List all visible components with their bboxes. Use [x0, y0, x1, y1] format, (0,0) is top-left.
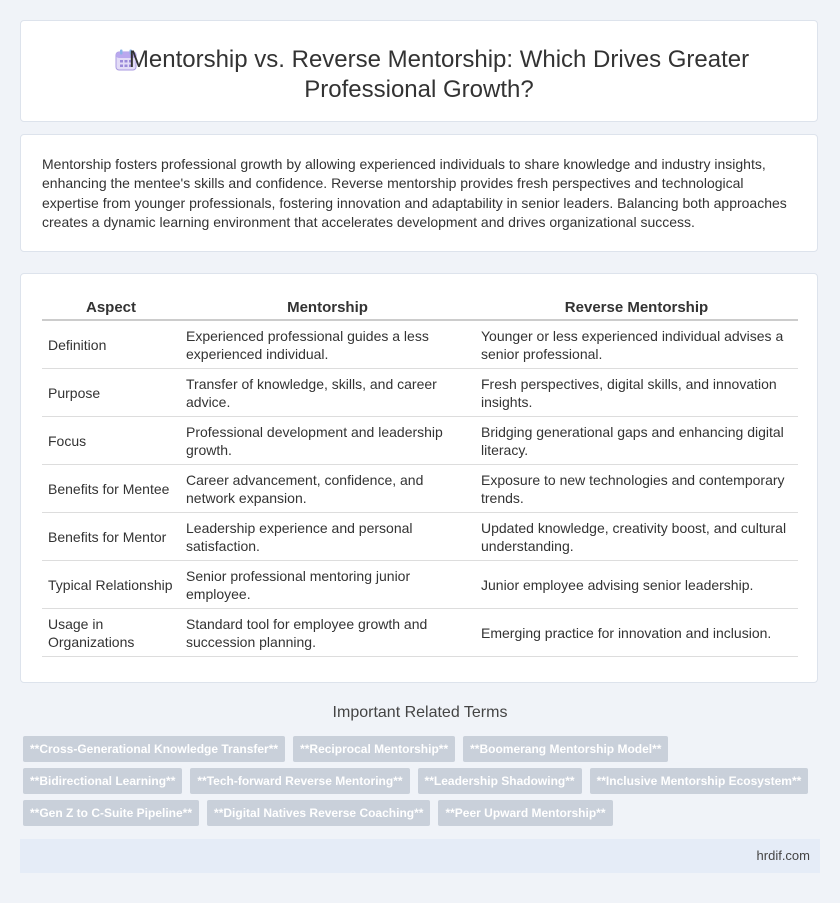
table-cell-mentorship: Standard tool for employee growth and succession planning. — [180, 609, 475, 657]
related-term-tag[interactable]: **Digital Natives Reverse Coaching** — [207, 800, 430, 826]
comparison-table-card — [20, 273, 818, 683]
table-cell-mentorship: Senior professional mentoring junior employee. — [180, 561, 475, 609]
related-terms-tags — [23, 736, 813, 826]
footer-site-link[interactable]: hrdif.com — [756, 848, 810, 863]
header-mentorship: Mentorship — [180, 294, 475, 321]
page-title-line1: Mentorship vs. Reverse Mentorship: Which Drives Greater — [128, 46, 750, 73]
table-cell-mentorship: Professional development and leadership growth. — [180, 417, 475, 465]
related-term-tag[interactable]: **Boomerang Mentorship Model** — [463, 736, 668, 762]
table-cell-aspect: Purpose — [42, 369, 180, 417]
table-cell-reverse: Bridging generational gaps and enhancing digital literacy. — [475, 417, 798, 465]
related-term-tag[interactable]: **Cross-Generational Knowledge Transfer** — [23, 736, 285, 762]
related-term-tag[interactable]: **Leadership Shadowing** — [418, 768, 582, 794]
related-term-tag[interactable]: **Gen Z to C-Suite Pipeline** — [23, 800, 199, 826]
comparison-table — [42, 294, 798, 657]
related-terms-heading: Important Related Terms — [332, 704, 508, 721]
header-reverse-mentorship: Reverse Mentorship — [475, 294, 798, 321]
related-term-tag[interactable]: **Bidirectional Learning** — [23, 768, 182, 794]
related-term-tag[interactable]: **Reciprocal Mentorship** — [293, 736, 455, 762]
table-row — [42, 609, 798, 657]
title-card — [20, 20, 818, 122]
table-cell-reverse: Updated knowledge, creativity boost, and cultural understanding. — [475, 513, 798, 561]
footer — [20, 839, 820, 873]
table-row — [42, 561, 798, 609]
table-cell-reverse: Emerging practice for innovation and inclusion. — [475, 609, 798, 657]
table-cell-mentorship: Experienced professional guides a less experienced individual. — [180, 321, 475, 369]
intro-card — [20, 134, 818, 252]
table-cell-aspect: Benefits for Mentor — [42, 513, 180, 561]
table-cell-aspect: Definition — [42, 321, 180, 369]
page-title-line2: Professional Growth? — [304, 76, 534, 103]
table-cell-aspect: Focus — [42, 417, 180, 465]
table-cell-mentorship: Transfer of knowledge, skills, and career advice. — [180, 369, 475, 417]
table-cell-reverse: Junior employee advising senior leadership. — [475, 561, 798, 609]
table-cell-reverse: Younger or less experienced individual advises a senior professional. — [475, 321, 798, 369]
related-term-tag[interactable]: **Inclusive Mentorship Ecosystem** — [590, 768, 809, 794]
table-cell-reverse: Exposure to new technologies and contemporary trends. — [475, 465, 798, 513]
table-header-row — [42, 294, 798, 321]
table-row — [42, 465, 798, 513]
related-term-tag[interactable]: **Tech-forward Reverse Mentoring** — [190, 768, 409, 794]
table-cell-aspect: Usage in Organizations — [42, 609, 180, 657]
table-cell-aspect: Typical Relationship — [42, 561, 180, 609]
table-row — [42, 417, 798, 465]
intro-paragraph: Mentorship fosters professional growth by allowing experienced individuals to share knowledge and industry insights, enhancing the mentee's skills and confidence. Reverse mentorship provides fresh perspectives and technological expertise from younger professionals, fostering innovation and adaptability in senior leaders. Balancing both approaches creates a dynamic learning environment that accelerates development and drives organizational success. — [42, 156, 787, 231]
table-row — [42, 321, 798, 369]
related-term-tag[interactable]: **Peer Upward Mentorship** — [438, 800, 612, 826]
header-aspect: Aspect — [42, 294, 180, 321]
table-cell-aspect: Benefits for Mentee — [42, 465, 180, 513]
table-cell-mentorship: Career advancement, confidence, and network expansion. — [180, 465, 475, 513]
table-row — [42, 369, 798, 417]
table-row — [42, 513, 798, 561]
table-cell-mentorship: Leadership experience and personal satisfaction. — [180, 513, 475, 561]
table-cell-reverse: Fresh perspectives, digital skills, and innovation insights. — [475, 369, 798, 417]
page-title — [21, 45, 817, 105]
